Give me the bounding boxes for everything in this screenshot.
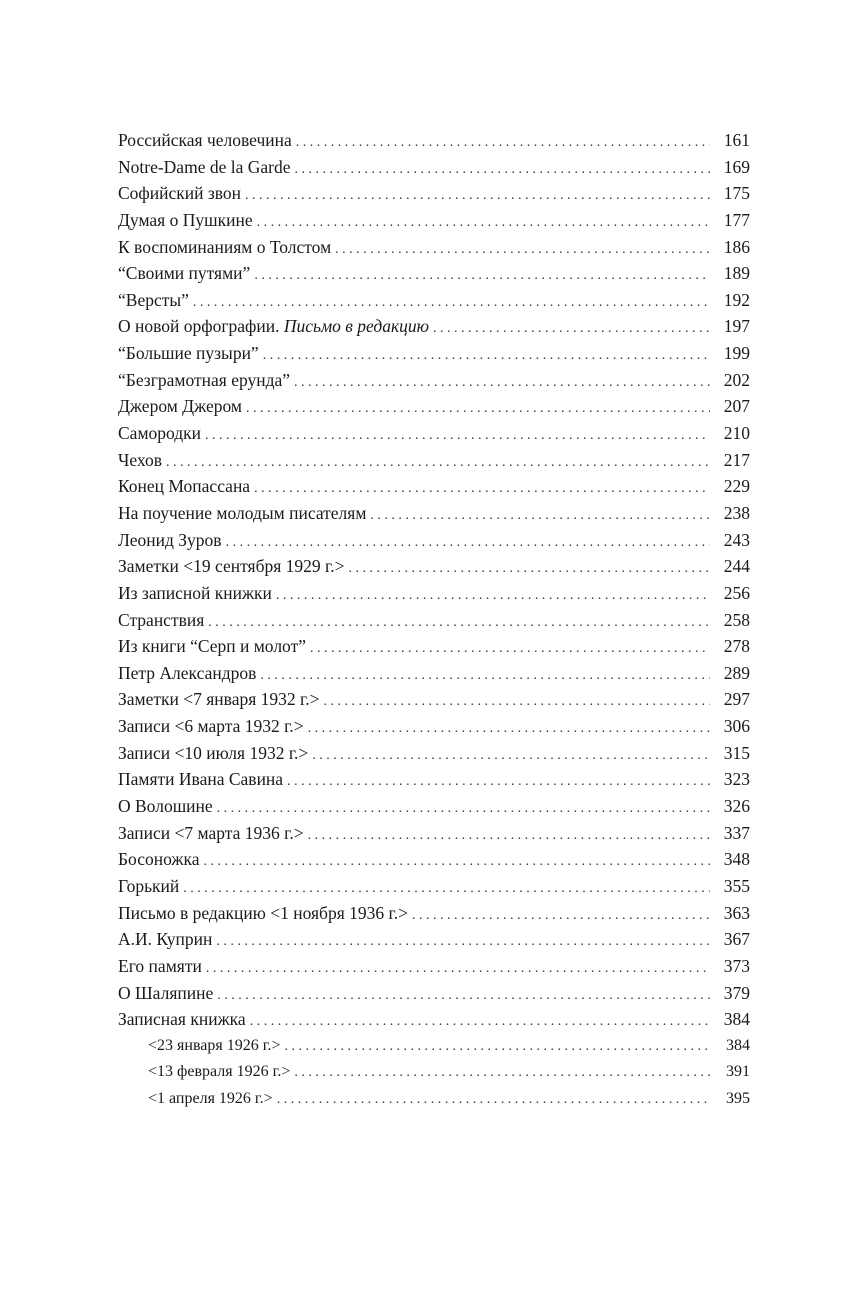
toc-entry[interactable] [118,473,750,500]
toc-entry-title [118,660,256,687]
toc-entry-page-number: 379 [723,982,750,1003]
toc-entry-title [118,154,290,181]
dot-leader [323,689,710,716]
dot-leader [206,956,710,983]
toc-entry-page-number: 348 [723,849,750,870]
toc-entry-title-text: <1 апреля 1926 г.> [148,1090,273,1108]
toc-entry-title-text: Софийский звон [118,183,242,204]
toc-entry-title-text: <23 января 1926 г.> [148,1036,281,1054]
dot-leader [308,823,710,850]
toc-entry-title-text: Российская человечина [118,130,292,150]
toc-entry-title [118,393,242,420]
dot-leader [204,849,710,876]
toc-entry[interactable] [118,660,750,687]
toc-entry-title-text: О новой орфографии. [118,316,284,337]
toc-entry-title-text: Заметки <7 января 1932 г.> [118,689,320,710]
toc-entry-page-number: 323 [723,769,750,790]
toc-entry[interactable] [118,234,750,261]
toc-entry-title-text: Записная книжка [118,1009,246,1030]
toc-entry[interactable] [118,873,750,900]
toc-entry-page-number: 229 [723,476,750,497]
toc-entry[interactable] [118,607,750,634]
toc-entry-title-text: Джером Джером [118,396,242,417]
dot-leader [246,396,710,423]
toc-entry[interactable] [118,900,750,927]
toc-entry-page-number: 175 [723,183,750,204]
toc-entry-title-text: А.И. Куприн [118,929,213,950]
toc-entry[interactable] [118,820,750,847]
toc-entry-title-text: Горький [118,875,180,896]
toc-entry-title-text: Леонид Зуров [118,529,222,550]
toc-entry-title [148,1033,281,1060]
toc-entry-page-number: 384 [726,1036,750,1054]
toc-entry-title-text: Конец Мопассана [118,476,251,497]
table-of-contents [118,127,750,1113]
toc-entry[interactable] [118,1006,750,1033]
toc-entry[interactable] [118,740,750,767]
toc-entry-title-text: Notre-Dame de la Garde [118,156,291,177]
toc-entry-page-number: 189 [723,263,750,284]
dot-leader [285,1034,710,1061]
toc-entry-title [118,846,200,873]
toc-subentry[interactable] [118,1033,750,1060]
toc-entry[interactable] [118,207,750,234]
toc-entry[interactable] [118,287,750,314]
toc-entry-title [118,473,250,500]
dot-leader [294,1060,710,1087]
toc-entry-title-text: Записи <6 марта 1932 г.> [118,716,304,737]
toc-entry-title-text: К воспоминаниям о Толстом [118,236,332,257]
dot-leader [260,663,710,690]
toc-entry[interactable] [118,420,750,447]
toc-entry-page-number: 243 [723,529,750,550]
dot-leader [287,769,710,796]
toc-entry-title-text: <13 февраля 1926 г.> [148,1063,291,1081]
toc-entry-title-text: “Безграмотная ерунда” [118,369,291,390]
toc-entry-page-number: 238 [723,502,750,523]
toc-entry-title [148,1059,290,1086]
toc-entry-title-text: Его памяти [118,955,202,976]
toc-entry-page-number: 395 [726,1090,750,1108]
toc-entry-title-text: Из записной книжки [118,582,272,603]
toc-entry-title [118,313,429,340]
dot-leader [276,583,710,610]
dot-leader [335,237,710,264]
toc-entry-title-text: Петр Александров [118,662,257,683]
toc-entry[interactable] [118,766,750,793]
toc-entry-title [118,553,345,580]
toc-entry-page-number: 192 [723,289,750,310]
toc-entry-page-number: 161 [723,130,750,150]
toc-entry-title [118,766,283,793]
toc-entry-page-number: 373 [723,955,750,976]
toc-entry[interactable] [118,980,750,1007]
toc-entry-title [118,527,222,554]
toc-entry[interactable] [118,500,750,527]
toc-entry-title-text: “Версты” [118,289,189,310]
toc-entry-title [118,580,272,607]
dot-leader [216,929,710,956]
toc-entry-title [118,1006,246,1033]
toc-entry-title [118,340,259,367]
toc-entry-page-number: 363 [723,902,750,923]
toc-entry-page-number: 278 [723,636,750,657]
toc-entry[interactable] [118,393,750,420]
toc-entry-page-number: 217 [723,449,750,470]
dot-leader [205,423,710,450]
toc-entry-title-text: “Большие пузыри” [118,343,259,364]
toc-entry-page-number: 337 [723,822,750,843]
toc-entry-page-number: 197 [723,316,750,337]
toc-entry[interactable] [118,154,750,181]
toc-entry-page-number: 289 [723,662,750,683]
toc-entry-page-number: 244 [723,556,750,577]
toc-entry-title [118,953,202,980]
toc-entry-title [118,740,308,767]
toc-entry-page-number: 258 [723,609,750,630]
toc-entry-title-text: Странствия [118,609,205,630]
toc-entry-title-italic: Письмо в редакцию [283,316,429,337]
toc-subentry[interactable] [118,1059,750,1086]
dot-leader [433,316,710,343]
toc-entry-title-text: Самородки [118,423,202,444]
toc-entry[interactable] [118,447,750,474]
toc-entry[interactable] [118,633,750,660]
dot-leader [277,1087,710,1114]
toc-entry-title-text: Заметки <19 сентября 1929 г.> [118,556,345,577]
toc-entry-title [118,900,408,927]
toc-entry[interactable] [118,340,750,367]
toc-entry-title [118,180,241,207]
toc-entry[interactable] [118,686,750,713]
dot-leader [294,370,710,397]
toc-entry-title [118,260,250,287]
toc-entry[interactable] [118,313,750,340]
toc-entry-title [118,980,213,1007]
toc-entry-title-text: На поучение молодым писателям [118,502,367,523]
toc-entry-title [118,926,212,953]
toc-entry-title [118,633,306,660]
dot-leader [217,983,710,1010]
toc-entry-title [118,873,179,900]
toc-entry-title [118,367,290,394]
toc-entry-title-text: О Шаляпине [118,982,214,1003]
toc-entry-page-number: 199 [723,343,750,364]
toc-entry-title-text: Чехов [118,449,163,470]
toc-entry[interactable] [118,180,750,207]
toc-entry[interactable] [118,553,750,580]
toc-entry[interactable] [118,527,750,554]
toc-entry-page-number: 202 [723,369,750,390]
toc-entry-title-text: Из книги “Серп и молот” [118,636,306,657]
toc-entry-page-number: 256 [723,582,750,603]
dot-leader [349,556,711,583]
toc-entry[interactable] [118,846,750,873]
dot-leader [250,1009,710,1036]
toc-entry[interactable] [118,953,750,980]
toc-entry-title-text: “Своими путями” [118,263,251,284]
toc-entry[interactable] [118,713,750,740]
toc-entry-title [118,207,253,234]
toc-entry-title [118,420,201,447]
toc-entry-title-text: Памяти Ивана Савина [118,769,284,790]
toc-entry-title [118,447,162,474]
toc-entry-page-number: 207 [723,396,750,417]
toc-entry-page-number: 306 [723,716,750,737]
toc-entry-page-number: 355 [723,875,750,896]
toc-entry[interactable] [118,127,750,154]
dot-leader [294,157,710,184]
toc-entry-page-number: 391 [726,1063,750,1081]
toc-entry-title [118,127,292,154]
dot-leader [310,636,710,663]
toc-entry-page-number: 384 [723,1009,750,1030]
toc-entry-title-text: О Волошине [118,796,213,817]
toc-entry-page-number: 186 [723,236,750,257]
toc-entry-page-number: 169 [723,156,750,177]
toc-entry-page-number: 315 [723,742,750,763]
toc-entry-title [118,820,304,847]
toc-entry-title [118,287,189,314]
toc-entry-title-text: Думая о Пушкине [118,209,253,230]
toc-entry-title [118,500,366,527]
dot-leader [308,716,710,743]
toc-entry-page-number: 297 [723,689,750,710]
toc-entry-title-text: Записи <10 июля 1932 г.> [118,742,309,763]
toc-entry-title [118,793,213,820]
toc-entry-page-number: 367 [723,929,750,950]
toc-entry-page-number: 326 [723,796,750,817]
toc-entry-title-text: Босоножка [118,849,200,870]
dot-leader [312,743,710,770]
toc-entry-title-text: Записи <7 марта 1936 г.> [118,822,304,843]
toc-entry[interactable] [118,580,750,607]
dot-leader [296,130,710,157]
toc-entry[interactable] [118,926,750,953]
dot-leader [263,343,710,370]
toc-subentry[interactable] [118,1086,750,1113]
toc-entry-page-number: 177 [723,209,750,230]
dot-leader [412,903,710,930]
dot-leader [245,183,710,210]
toc-entry-title [118,713,304,740]
toc-entry-title [118,607,204,634]
toc-entry[interactable] [118,367,750,394]
toc-entry[interactable] [118,260,750,287]
toc-entry-title-text: Письмо в редакцию <1 ноября 1936 г.> [118,902,408,923]
dot-leader [254,263,710,290]
toc-entry-page-number: 210 [723,423,750,444]
toc-entry-title [148,1086,273,1113]
dot-leader [370,503,710,530]
toc-entry[interactable] [118,793,750,820]
toc-entry-title [118,234,331,261]
toc-entry-title [118,686,319,713]
